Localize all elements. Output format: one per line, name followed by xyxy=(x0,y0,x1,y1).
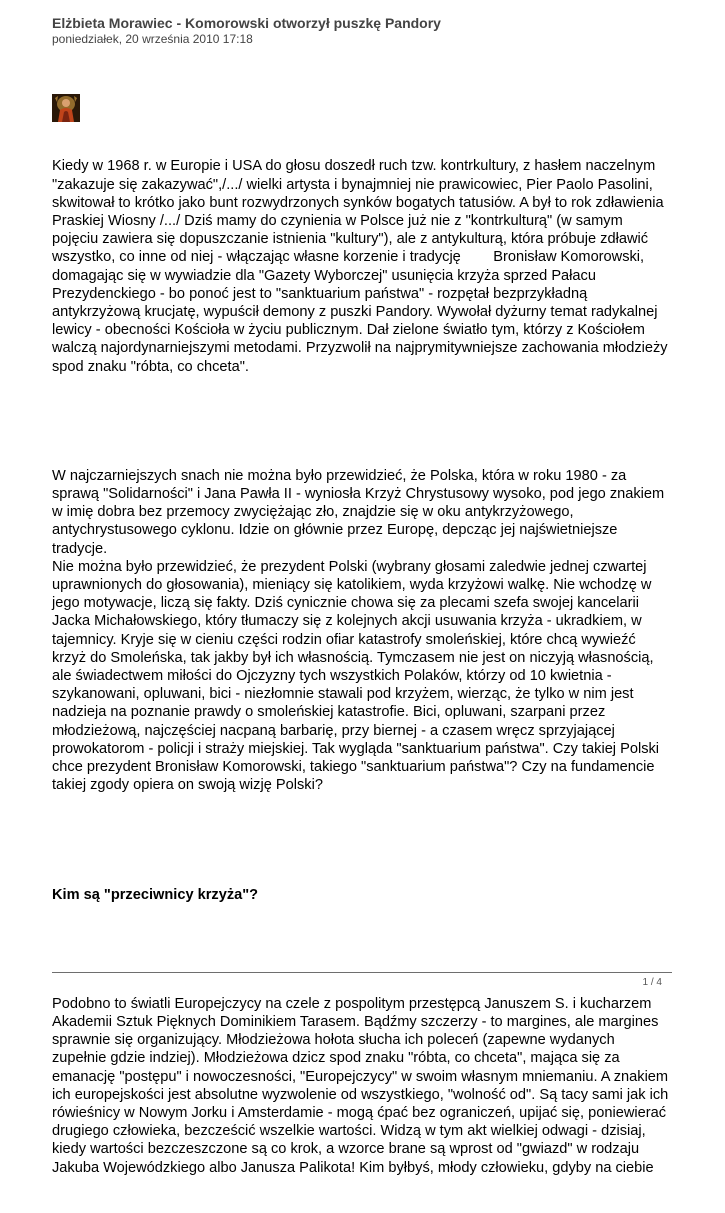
paragraph-1: Kiedy w 1968 r. w Europie i USA do głosu doszedł ruch tzw. kontrkultury, z hasłem naczelnym "zakazuje się zakazywać",/.../ wielki artysta i bynajmniej nie prawicowiec, Pier Paolo Pasolini, skwitował to krótko jako bunt rozwydrzonych synków bogatych tatusiów. A był to rok zdławienia Praskiej Wiosny /.../ Dziś mamy do czynienia w Polsce już nie z "kontrkulturą" (w samym pojęciu zawiera się dopuszczanie istnienia "kultury"), ale z antykulturą, która próbuje zdławić wszystko, co inne od niej - włączając własne korzenie i tradycję Bronisław Komorowski, domagając się w wywiadzie dla "Gazety Wyborczej" usunięcia krzyża sprzed Pałacu Prezydenckiego - bo ponoć jest to "sanktuarium państwa" - rozpętał bezprzykładną antykrzyżową krucjatę, wypuścił demony z puszki Pandory. Wywołał dyżurny temat radykalnej lewicy - obecności Kościoła w życiu publicznym. Dał zielone światło tym, którzy z Kościołem walczą najordynarniejszymi metodami. Przyzwolił na najprymitywniejsze zachowania młodzieży spod znaku "róbta, co chceta". xyxy=(52,158,668,375)
footer-divider xyxy=(52,972,672,973)
publication-date: poniedziałek, 20 września 2010 17:18 xyxy=(52,32,253,46)
paragraph-spacer xyxy=(52,831,674,849)
paragraph-spacer xyxy=(52,940,674,958)
document-header xyxy=(52,15,672,47)
article-body xyxy=(52,121,674,1213)
paragraph-spacer xyxy=(52,412,674,430)
document-title: Elżbieta Morawiec - Komorowski otworzył puszkę Pandory xyxy=(52,15,441,31)
paragraph-3: Podobno to światli Europejczycy na czele z pospolitym przestępcą Januszem S. i kucharzem Akademii Sztuk Pięknych Dominikiem Tarasem. Bądźmy szczerzy - to margines, ale margines sprawnie się organizujący. Młodzieżowa hołota słucha ich poleceń (zapewne wydanych zupełnie gdzie indziej). Młodzieżowa dzicz spod znaku "róbta, co chceta", mająca się za emanację "postępu" i nowoczesności, "Europejczycy" w swoim własnym mniemaniu. A znakiem ich europejskości jest absolutne wyzwolenie od wszystkiego, "wolność od". Są tacy sami jak ich rówieśnicy w Nowym Jorku i Amsterdamie - mogą ćpać bez ograniczeń, upijać się, poniewierać drugiego człowieka, bezcześcić wszelkie wartości. Widzą w tym akt wielkiej odwagi - dzisiaj, kiedy wartości bezczeszczone są co krok, a wzorce brane są wprost od "gwiazd" w rodzaju Jakuba Wojewódzkiego albo Janusza Palikota! Kim byłbyś, młody człowieku, gdyby na ciebie xyxy=(52,995,669,1176)
icon-image xyxy=(52,94,80,122)
article-thumbnail-image xyxy=(52,94,80,122)
section-heading: Kim są "przeciwnicy krzyża"? xyxy=(52,886,259,903)
page-number: 1 / 4 xyxy=(642,977,662,988)
paragraph-2: W najczarniejszych snach nie można było przewidzieć, że Polska, która w roku 1980 - za sprawą "Solidarności" i Jana Pawła II - wyniosła Krzyż Chrystusowy wysoko, pod jego znakiem w imię dobra bez przemocy zwyciężając zło, znajdzie się w oku antykrzyżowego, antychrystusowego cyklonu. Idzie on głównie przez Europę, depcząc jej najświetniejsze tradycje. Nie można było przewidzieć, że prezydent Polski (wybrany głosami zaledwie jednej czwartej uprawnionych do głosowania), mieniący się katolikiem, wyda krzyżowi walkę. Nie wchodzę w jego motywacje, liczą się fakty. Dziś cynicznie chowa się za plecami szefa swojej kancelarii Jacka Michałowskiego, który tłumaczy się z kolejnych akcji usuwania krzyża - ukradkiem, w tajemnicy. Kryje się w cieniu części rodzin ofiar katastrofy smoleńskiej, które chcą wywieźć krzyż do Smoleńska, tak jakby był ich własnością. Tymczasem nie jest on niczyją własnością, ale świadectwem miłości do Ojczyzny tych wszystkich Polaków, którzy od 10 kwietnia - szykanowani, opluwani, bici - niezłomnie stawali pod krzyżem, wierząc, że tylko w nim jest nadzieja na poznanie prawdy o smoleńskiej katastrofie. Bici, opluwani, szarpani przez młodzieżową, najczęściej nacpaną barbarię, przy biernej - a czasem wręcz sprzyjającej prowokatorom - policji i straży miejskiej. Tak wygląda "sanktuarium państwa". Czy takiej Polski chce prezydent Bronisław Komorowski, takiego "sanktuarium państwa"? Czy na fundamencie takiej zgody opiera on swoją wizję Polski? xyxy=(52,467,665,794)
